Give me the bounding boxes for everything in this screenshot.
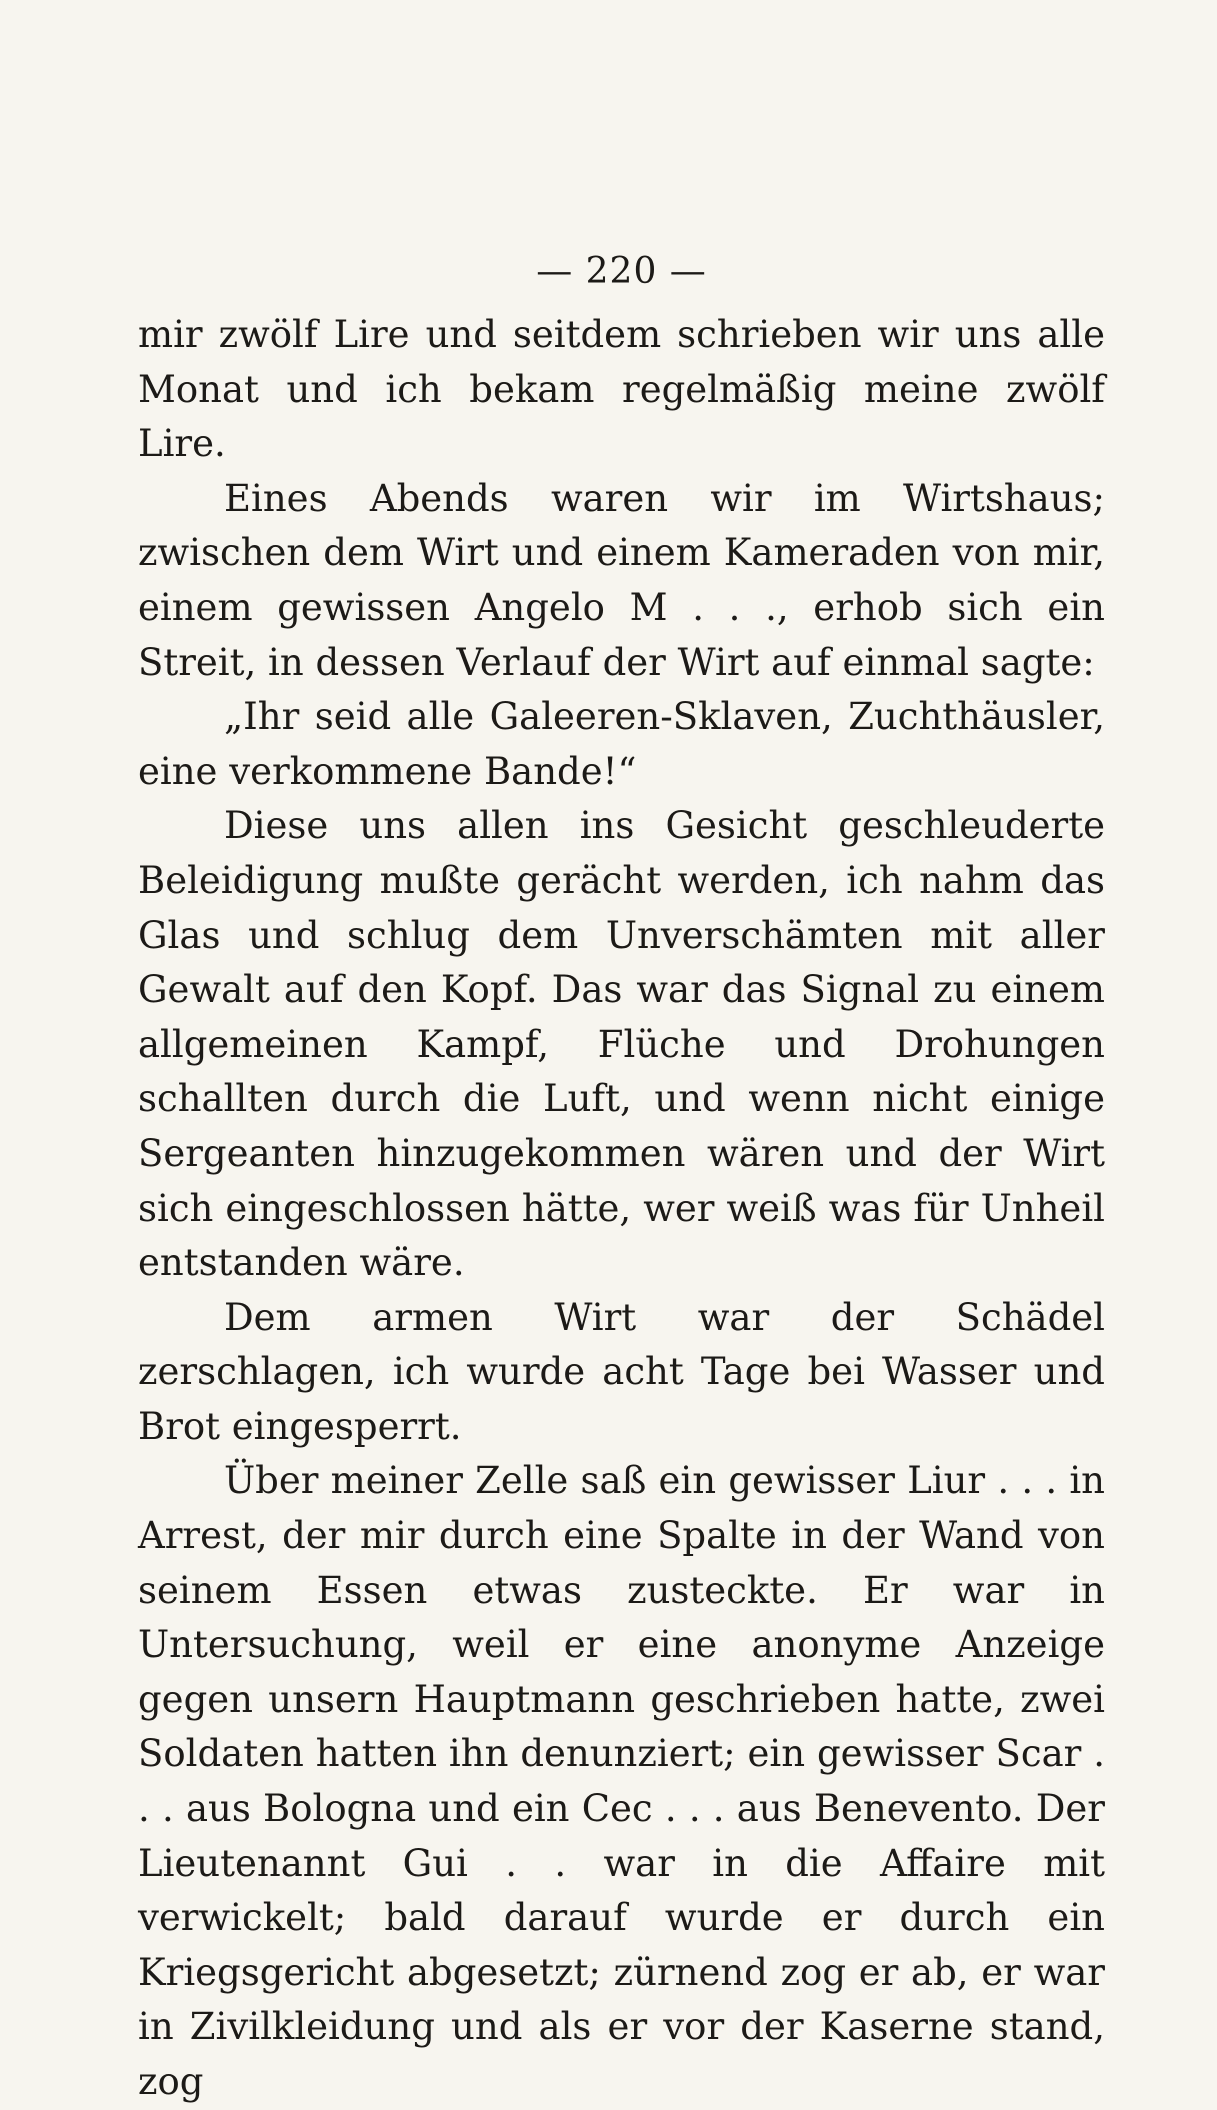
page-number: — 220 —: [536, 251, 707, 292]
paragraph: Dem armen Wirt war der Schädel zerschlagen, ich wurde acht Tage bei Wasser und Brot eingesperrt.: [138, 1295, 1105, 1448]
paragraph: mir zwölf Lire und seitdem schrieben wir uns alle Monat und ich bekam regelmäßig meine zwölf Lire.: [138, 313, 1105, 466]
body-text: [138, 308, 1105, 2110]
quoted-speech-paragraph: „Ihr seid alle Galeeren-Sklaven, Zuchthäusler, eine verkommene Bande!“: [138, 695, 1105, 793]
paragraph: Über meiner Zelle saß ein gewisser Liur . . . in Arrest, der mir durch eine Spalte in der Wand von seinem Essen etwas zusteckte. Er war in Untersuchung, weil er eine anonyme Anzeige gegen unsern Hauptmann geschrieben hatte, zwei Soldaten hatten ihn denunziert; ein gewisser Scar . . . aus Bologna und ein Cec . . . aus Benevento. Der Lieutenannt Gui . . war in die Affaire mit verwickelt; bald darauf wurde er durch ein Kriegsgericht abgesetzt; zürnend zog er ab, er war in Zivilkleidung und als er vor der Kaserne stand, zog: [138, 1459, 1105, 2103]
paragraph: Eines Abends waren wir im Wirtshaus; zwischen dem Wirt und einem Kameraden von mir, einem gewissen Angelo M . . ., erhob sich ein Streit, in dessen Verlauf der Wirt auf einmal sagte:: [138, 476, 1105, 684]
paragraph: Diese uns allen ins Gesicht geschleuderte Beleidigung mußte gerächt werden, ich nahm das Glas und schlug dem Unverschämten mit aller Gewalt auf den Kopf. Das war das Signal zu einem allgemeinen Kampf, Flüche und Drohungen schallten durch die Luft, und wenn nicht einige Sergeanten hinzugekommen wären und der Wirt sich eingeschlossen hätte, wer weiß was für Unheil entstanden wäre.: [138, 804, 1105, 1285]
